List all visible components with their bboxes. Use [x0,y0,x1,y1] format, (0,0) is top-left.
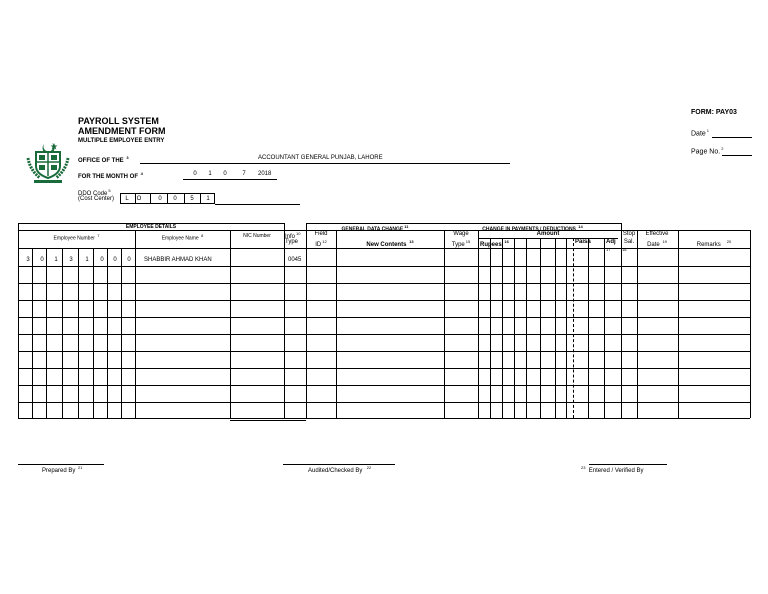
col-field-id: Field [314,231,328,237]
table-vline [566,238,567,418]
month-digit: 0 [193,171,197,177]
col-rupees: Rupees $^{16}$ [480,239,509,248]
row1-emp-digit: 0 [113,257,117,263]
col-nic-number: NIC Number [243,233,271,239]
group-employee-details: EMPLOYEE DETAILS [125,224,177,230]
form-subtitle: MULTIPLE EMPLOYEE ENTRY [78,138,165,144]
table-vline [306,223,307,418]
row1-info-type: 0045 [288,257,302,263]
form-title-line2: AMENDMENT FORM [78,126,166,136]
form-title-line1: PAYROLL SYSTEM [78,116,159,126]
ddo-digit: L [125,196,129,202]
group-payments-deductions: CHANGE IN PAYMENTS / DEDUCTIONS $^{14}$ [482,224,583,233]
col-wage-type: Wage [453,231,469,237]
table-hline [18,385,750,386]
form-number-label: FORM: PAY03 [691,109,737,116]
table-vline [478,230,479,418]
table-vline [107,248,108,418]
table-vline [336,230,337,418]
ddo-cost-center-label: (Cost Center) [78,196,115,202]
prepared-by-label: Prepared By $^{21}$ [42,465,83,474]
table-vline [78,248,79,418]
row1-emp-digit: 0 [40,257,44,263]
row1-employee-name: SHABBIR AHMAD KHAN [144,257,212,263]
group-general-data-change: GENERAL DATA CHANGE$^{11}$ [341,224,409,233]
ddo-digit: 0 [158,196,162,202]
table-vline [637,230,638,418]
col-effective-date-line2: Date $^{19}$ [647,239,667,248]
table-vline [514,238,515,418]
col-info-type-line2: Type [285,239,299,245]
ddo-digit: O [136,196,142,202]
date-label: Date$^1$ [691,128,710,138]
col-adj-sup: 17 [606,247,611,252]
table-vline [46,248,47,418]
table-hline [18,351,750,352]
row1-emp-digit: 1 [85,257,89,263]
col-adj: Adj [606,239,616,245]
table-hline [18,300,750,301]
office-label: OFFICE OF THE $^3$ [78,155,129,164]
month-year: 2018 [258,171,272,177]
table-vline [526,238,527,418]
table-vline [62,248,63,418]
table-hline [18,266,750,267]
table-vline [502,238,503,418]
table-vline [32,248,33,418]
table-vline [121,248,122,418]
table-vline [284,223,285,418]
month-digit: 7 [242,171,246,177]
col-new-contents: New Contents $^{13}$ [366,239,414,248]
table-hline [284,420,306,421]
col-field-id-line2: ID$^{12}$ [315,239,327,248]
col-stop-sup: 18 [622,247,627,252]
row1-emp-digit: 0 [127,257,131,263]
government-emblem-logo [24,138,72,186]
ddo-code-label: DDO Code$^5$ [78,188,111,197]
table-vline [490,238,491,418]
table-vline [678,230,679,418]
table-vline [588,238,589,418]
table-vline [135,230,136,418]
row1-emp-digit: 1 [54,257,58,263]
col-wage-type-line2: Type$^{15}$ [451,239,471,248]
table-hline [18,418,750,419]
audited-by-label: Audited/Checked By $^{22}$ [308,465,372,474]
table-hline [18,402,750,403]
table-hline [18,248,750,249]
entered-by-label: $^{23}$ Entered / Verified By [581,465,644,474]
col-employee-number: Employee Number $^7$ [53,233,100,242]
table-vline [573,238,574,418]
month-digit: 1 [208,171,212,177]
table-hline [230,420,284,421]
col-info-type: Info$^{10}$ [285,231,301,240]
col-paisa: Paisa [575,239,591,245]
ddo-digit: 1 [206,196,210,202]
col-stop-salary-line2: Sal. [623,239,635,245]
col-stop-salary: Stop [622,231,636,237]
col-remarks: Remarks $^{20}$ [696,239,732,248]
table-vline [230,230,231,418]
month-digit: 0 [223,171,227,177]
table-hline [18,368,750,369]
col-employee-name: Employee Name $^8$ [161,233,204,242]
table-vline [93,248,94,418]
table-vline [444,230,445,418]
office-value: ACCOUNTANT GENERAL PUNJAB, LAHORE [258,155,383,161]
table-vline [555,238,556,418]
row1-emp-digit: 3 [69,257,73,263]
col-effective-date: Effective [645,231,669,237]
table-vline [18,223,19,418]
table-vline [750,230,751,418]
table-hline [18,283,750,284]
ddo-digit: 5 [190,196,194,202]
table-hline [18,334,750,335]
row1-emp-digit: 0 [100,257,104,263]
table-vline [604,238,605,418]
page-number-label: Page No.$^2$ [691,146,724,156]
col-amount: Amount [536,231,560,237]
month-label: FOR THE MONTH OF $^4$ [78,171,143,180]
table-vline [540,238,541,418]
table-hline [18,317,750,318]
ddo-digit: 0 [173,196,177,202]
table-vline [621,223,622,418]
row1-emp-digit: 3 [26,257,30,263]
